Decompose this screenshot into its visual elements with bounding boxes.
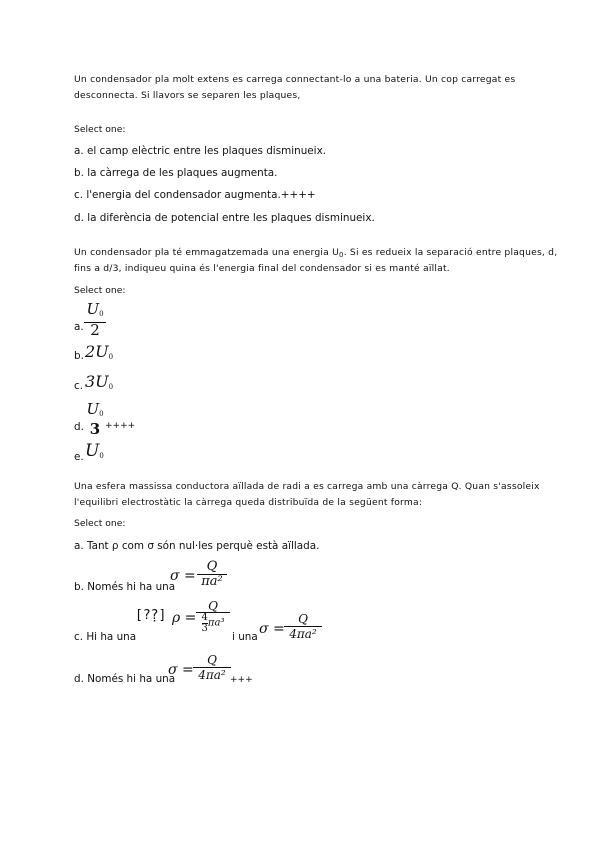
q2-option-c-label[interactable]: c. (74, 380, 84, 392)
q1-text-line2: desconnecta. Si llavors se separen les plaques, (74, 90, 301, 101)
q2-option-d-math[interactable]: $U_0$ 3 (86, 400, 104, 438)
q2-option-b-label[interactable]: b. (74, 350, 84, 362)
q3-option-c-mid: i una (232, 631, 258, 643)
q1-option-a[interactable]: a. el camp elèctric entre les plaques disminueix. (74, 145, 327, 157)
q2-option-e-math[interactable]: $U_0$ (85, 441, 104, 461)
q3-option-b-label[interactable]: b. Només hi ha una (74, 581, 176, 593)
q2-option-b-math[interactable]: $2U_0$ (85, 342, 114, 361)
q3-option-c-frac2: $\frac{Q}{\text{4πa²}}$ (284, 612, 322, 641)
q3-option-d-frac: $\frac{Q}{\text{4πa²}}$ (193, 653, 231, 682)
q2-text-line1: Un condensador pla té emmagatzemada una energia $U_0$. Si es redueix la separació entre plaques, d, (74, 247, 558, 259)
q3-option-c-bracket: [?̣̣?] (135, 608, 167, 623)
q2-option-a-math[interactable]: $\frac{U_0}{2}$ (84, 302, 106, 338)
q3-select-label: Select one: (74, 518, 126, 529)
q3-text-line2: l'equilibri electrostàtic la càrrega queda distribuïda de la següent forma: (74, 497, 423, 508)
q3-option-a[interactable]: a. Tant ρ com σ són nul·les perquè està aïllada. (74, 540, 320, 552)
q1-text-line1: Un condensador pla molt extens es carrega connectant-lo a una bateria. Un cop carregat es (74, 74, 516, 85)
q3-option-d-label[interactable]: d. Només hi ha una (74, 673, 176, 685)
q3-option-b-frac: $\frac{Q}{\text{πa²}}$ (197, 560, 227, 589)
q3-text-line1: Una esfera massissa conductora aïllada de radi a es carrega amb una càrrega Q. Quan s'assoleix (74, 481, 540, 492)
q3-option-b-lhs: σ = (170, 568, 196, 584)
q2-option-d-label[interactable]: d. (74, 421, 84, 433)
q2-text-line2: fins a d/3, indiqueu quina és l'energia final del condensador si es manté aïllat. (74, 263, 450, 274)
q1-option-c[interactable]: c. l'energia del condensador augmenta.++++ (74, 189, 316, 201)
q3-option-d-mark: +++ (230, 675, 253, 685)
q3-option-c-frac: Q $\frac{4}{3}$ πa³ (196, 600, 230, 634)
q3-option-c-lhs: ρ = (172, 610, 197, 626)
q3-option-c-lhs2: σ = (259, 621, 285, 637)
q3-option-d-lhs: σ = (168, 662, 194, 678)
q1-option-b[interactable]: b. la càrrega de les plaques augmenta. (74, 167, 278, 179)
q1-select-label: Select one: (74, 124, 126, 135)
q2-option-d-mark: ++++ (105, 421, 136, 431)
q2-option-a-label[interactable]: a. (74, 321, 84, 333)
q2-option-c-math[interactable]: $3U_0$ (85, 372, 114, 391)
q2-select-label: Select one: (74, 285, 126, 296)
q1-option-d[interactable]: d. la diferència de potencial entre les plaques disminueix. (74, 212, 375, 224)
q3-option-c-label[interactable]: c. Hi ha una (74, 631, 137, 643)
q2-option-e-label[interactable]: e. (74, 451, 84, 463)
